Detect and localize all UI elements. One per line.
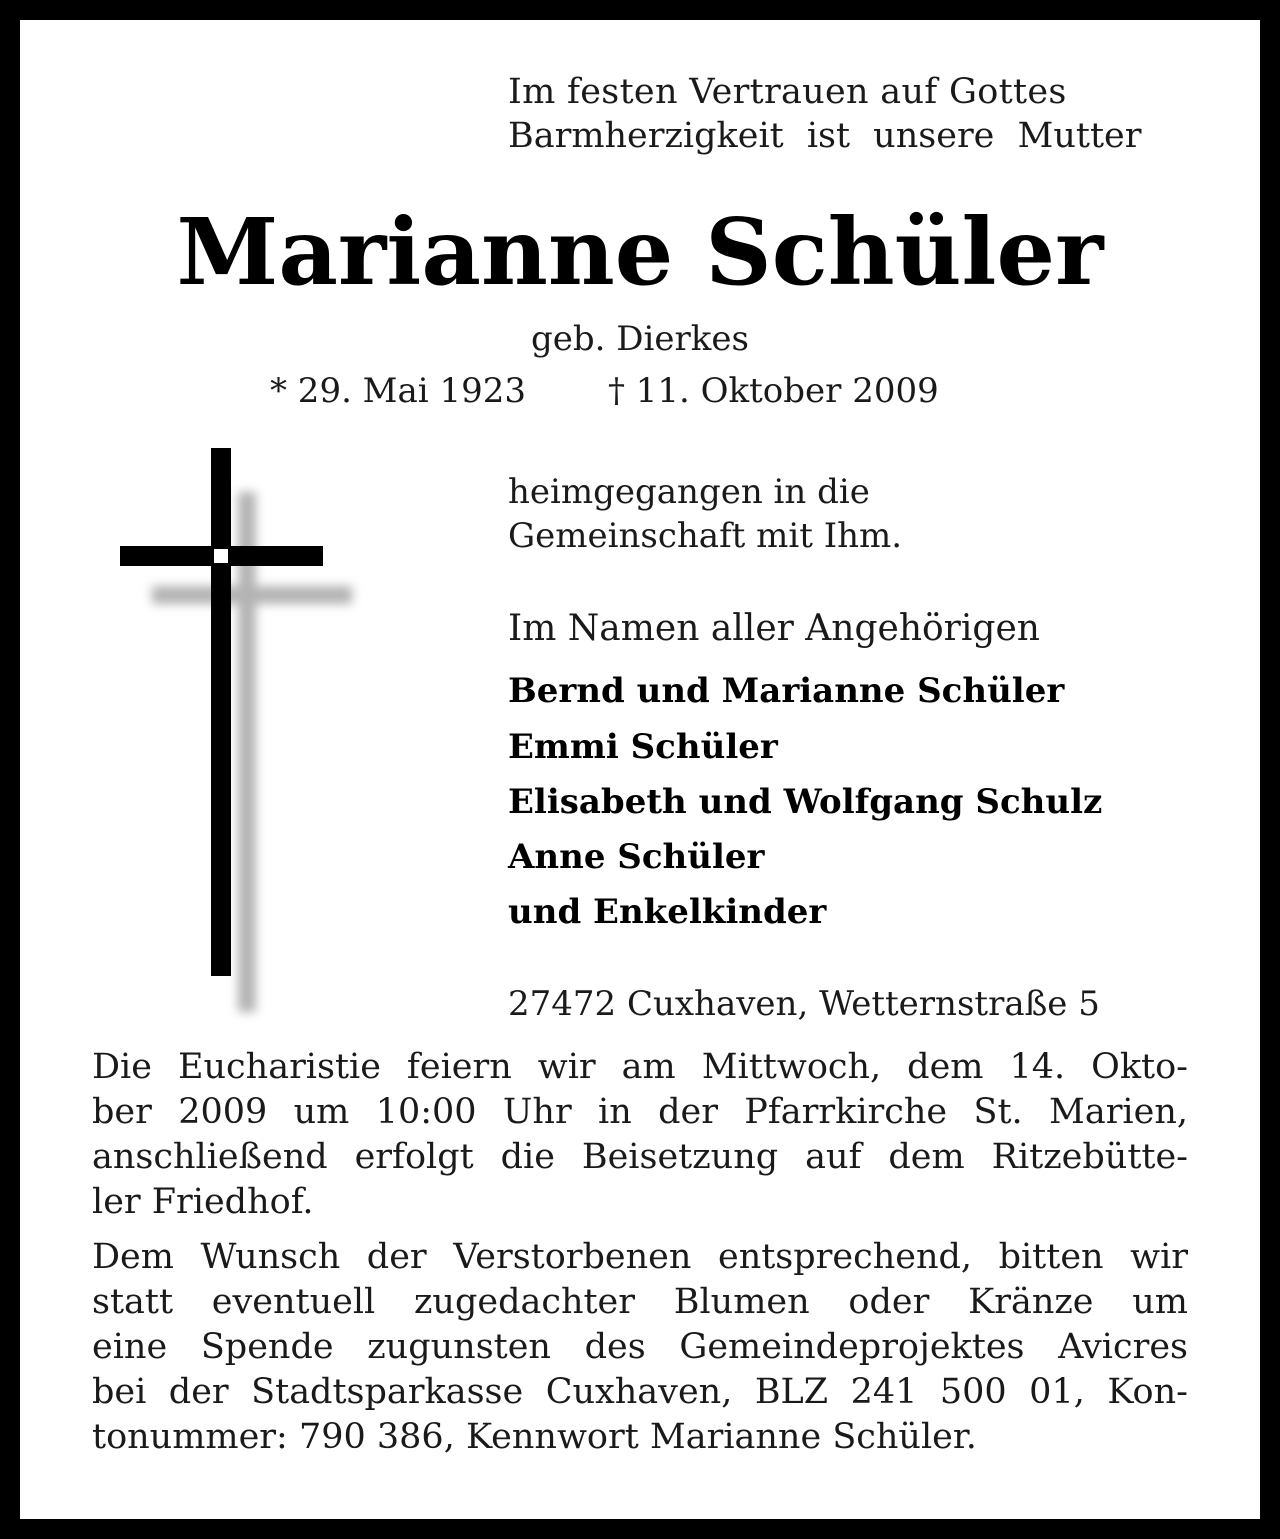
donation-line: tonummer: 790 386, Kennwort Marianne Schüler. [92, 1417, 977, 1457]
intro-line-2: Barmherzigkeit ist unsere Mutter [508, 116, 1142, 156]
birth-name: geb. Dierkes [531, 319, 749, 359]
donation-line: eine Spende zugunsten des Gemeindeprojektes Avicres [92, 1327, 1188, 1367]
intro-line-1: Im festen Vertrauen auf Gottes [508, 72, 1067, 112]
mourner-name: Anne Schüler [508, 837, 765, 877]
mourner-name: Bernd und Marianne Schüler [508, 671, 1065, 711]
service-line: Die Eucharistie feiern wir am Mittwoch, dem 14. Okto- [92, 1047, 1188, 1087]
mourner-name: Elisabeth und Wolfgang Schulz [508, 782, 1103, 822]
passed-line-2: Gemeinschaft mit Ihm. [508, 516, 903, 556]
donation-line: bei der Stadtsparkasse Cuxhaven, BLZ 241 500 01, Kon- [92, 1372, 1188, 1412]
life-dates [270, 370, 939, 412]
death-date: † 11. Oktober 2009 [607, 371, 939, 411]
service-paragraph [92, 1045, 1188, 1225]
mourner-name: und Enkelkinder [508, 892, 827, 932]
service-line: ber 2009 um 10:00 Uhr in der Pfarrkirche St. Marien, [92, 1092, 1188, 1132]
deceased-name: Marianne Schüler [176, 198, 1104, 306]
birth-date: * 29. Mai 1923 [270, 371, 526, 411]
donation-line: statt eventuell zugedachter Blumen oder Kränze um [92, 1282, 1188, 1322]
donation-paragraph [92, 1235, 1188, 1460]
service-line: anschließend erfolgt die Beisetzung auf dem Ritzebütte- [92, 1137, 1188, 1177]
mourners-intro: Im Namen aller Angehörigen [508, 608, 1040, 649]
passed-line-1: heimgegangen in die [508, 472, 870, 512]
passed-text [508, 470, 902, 558]
mourner-name: Emmi Schüler [508, 727, 778, 767]
family-address: 27472 Cuxhaven, Wetternstraße 5 [508, 984, 1100, 1024]
donation-line: Dem Wunsch der Verstorbenen entsprechend, bitten wir [92, 1237, 1188, 1277]
intro-text [508, 70, 1141, 158]
cross-icon [110, 440, 380, 1040]
service-line: ler Friedhof. [92, 1182, 314, 1222]
